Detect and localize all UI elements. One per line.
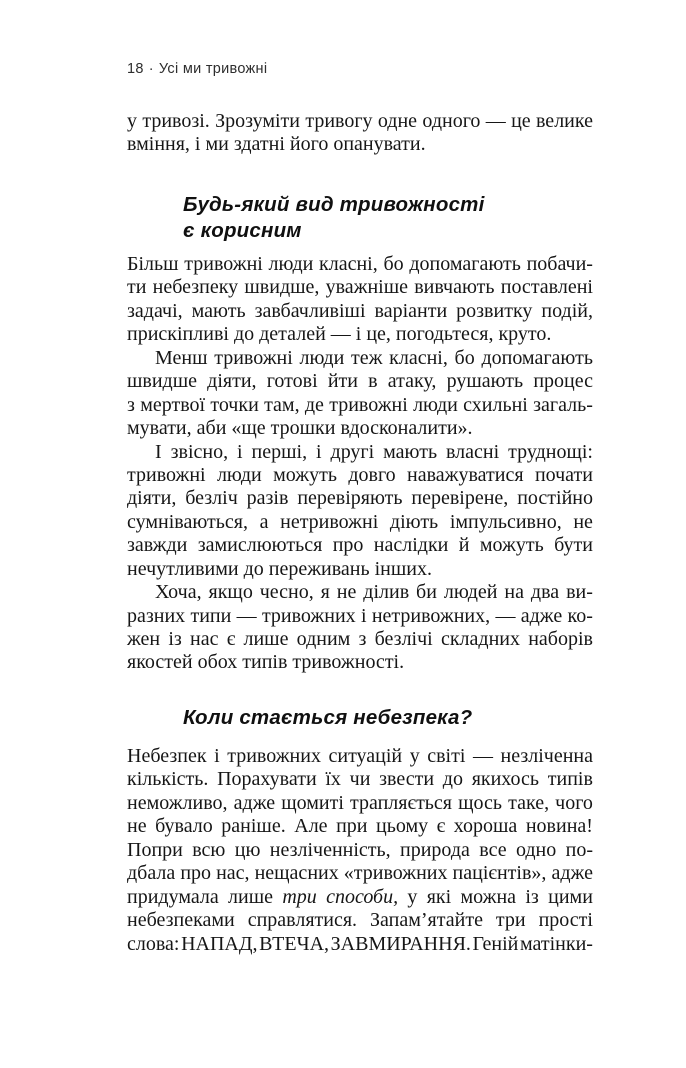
word: нетривожних,	[371, 604, 491, 627]
word: є	[226, 628, 236, 650]
word: типи	[190, 604, 232, 627]
text-line	[127, 253, 593, 276]
word: трапляється	[350, 791, 453, 814]
word: «тривожних	[343, 862, 448, 885]
text-line	[127, 909, 593, 932]
word: це	[511, 110, 531, 132]
word: цими	[548, 885, 593, 908]
word: тривожні	[184, 253, 263, 275]
text-block-1	[127, 253, 593, 675]
text-line	[127, 441, 593, 464]
word: незліченна	[500, 745, 593, 767]
word: разів	[246, 487, 289, 510]
word: —	[495, 604, 516, 627]
word: у	[407, 885, 418, 908]
word: і	[316, 440, 322, 463]
word: —	[472, 745, 493, 767]
word: точки	[210, 393, 259, 416]
word: людей	[443, 581, 498, 604]
word: ви-	[566, 581, 593, 604]
word: адже	[520, 604, 563, 627]
word: ти	[127, 276, 147, 299]
word: на	[504, 581, 525, 604]
word: подій,	[541, 299, 593, 322]
word: нещасних	[254, 862, 339, 885]
word: тривогу	[305, 110, 373, 132]
word: постійно	[517, 487, 593, 510]
word: у	[127, 110, 137, 132]
word: цьому	[376, 815, 429, 838]
text-segment: якостей обох типів тривожності.	[127, 651, 405, 674]
text-line	[127, 417, 593, 440]
word: ділив	[363, 581, 410, 604]
word: новина!	[525, 815, 593, 838]
text-line	[127, 651, 593, 674]
word: й	[458, 534, 470, 557]
word: не	[127, 815, 147, 838]
text-line	[127, 394, 593, 417]
word: щось	[458, 791, 503, 814]
word: з	[358, 628, 367, 650]
word: тривозі.	[142, 110, 210, 132]
word: і	[237, 440, 243, 463]
word: із	[525, 885, 539, 908]
word: теж	[350, 346, 383, 369]
text-line	[127, 370, 593, 393]
word: три	[282, 885, 317, 908]
word: тривожних	[227, 745, 321, 767]
section-heading-2	[183, 705, 472, 731]
word: допомагають	[481, 346, 593, 369]
word: люди	[216, 463, 262, 486]
word: якщо	[208, 581, 253, 604]
word: дбала	[127, 862, 176, 885]
word: рушають	[446, 370, 524, 393]
word: про	[180, 862, 212, 885]
word: я	[320, 581, 330, 604]
word: а	[259, 510, 269, 533]
text-line	[127, 933, 593, 956]
word: небезпеку	[152, 276, 239, 299]
book-title: Усі ми тривожні	[158, 61, 268, 77]
word: почати	[534, 463, 593, 486]
word: разних	[127, 604, 186, 627]
word: три	[495, 909, 526, 932]
text-line	[127, 323, 593, 346]
word: раніше.	[221, 815, 286, 838]
word: все	[479, 838, 507, 861]
text-line	[127, 886, 593, 909]
word: варіанти	[374, 299, 448, 322]
word: чи	[349, 768, 371, 791]
word: швидше,	[244, 276, 320, 299]
word: бо	[454, 346, 475, 369]
word: тривожні	[329, 393, 408, 416]
word: люди	[413, 393, 458, 416]
word: можна	[460, 885, 517, 908]
section-heading-1	[183, 192, 485, 244]
word: їх	[325, 768, 341, 791]
word: слова:	[127, 932, 180, 955]
word: незліченність,	[269, 838, 391, 861]
word: атаку,	[387, 370, 437, 393]
word: тривожні	[214, 346, 293, 369]
text-segment: прискіпливі до деталей — і це, погодьтеся, круто.	[127, 323, 552, 346]
word: з	[127, 393, 135, 416]
text-line	[127, 464, 593, 487]
word: природа	[400, 838, 470, 861]
word: типів	[547, 768, 593, 791]
word: небезпеками	[127, 909, 235, 932]
word: Менш	[155, 346, 208, 369]
page-number: 18	[127, 61, 144, 77]
word: матінки-	[519, 932, 593, 955]
text-line	[127, 628, 593, 651]
word: другі	[330, 440, 375, 463]
heading-line: Коли стається небезпека?	[183, 706, 473, 729]
word: сумніваються,	[127, 510, 248, 533]
word: перші,	[251, 440, 308, 463]
word: безліч	[185, 487, 238, 510]
word: звісно,	[170, 440, 229, 463]
word: І	[155, 440, 162, 463]
word: поставлені	[500, 276, 593, 299]
word: наважуватися	[407, 463, 524, 486]
word: де	[304, 393, 324, 416]
word: можуть	[273, 463, 337, 486]
word: —	[485, 110, 506, 132]
word: ЗАВМИРАННЯ.	[330, 932, 471, 955]
text-line	[127, 605, 593, 628]
text-line	[127, 581, 593, 604]
word: допомагають	[409, 253, 521, 275]
word: побачи-	[526, 253, 593, 275]
word: класні,	[319, 253, 378, 275]
heading-line: є корисним	[183, 219, 302, 242]
word: Більш	[127, 253, 179, 275]
word: адже	[551, 862, 593, 885]
word: неможливо,	[127, 791, 228, 814]
text-line	[127, 839, 593, 862]
word: світі	[427, 745, 466, 767]
text-line	[127, 347, 593, 370]
word: класні,	[389, 346, 448, 369]
word: розвитку	[456, 299, 533, 322]
word: схильні	[463, 393, 528, 416]
word: імпульсивно,	[449, 510, 562, 533]
word: щомиті	[281, 791, 344, 814]
word: довго	[348, 463, 396, 486]
word: перевірене,	[411, 487, 509, 510]
word: безлічі	[374, 628, 433, 650]
word: і	[214, 745, 220, 767]
word: справлятися.	[247, 909, 358, 932]
word: мають	[191, 299, 246, 322]
word: труднощі:	[508, 440, 593, 463]
word: чого	[555, 791, 593, 814]
word: способи,	[326, 885, 399, 908]
text-line	[127, 745, 593, 768]
word: хороша	[453, 815, 518, 838]
running-head	[127, 60, 267, 79]
word: пацієнтів»,	[452, 862, 547, 885]
word: уважніше	[325, 276, 409, 299]
word: всю	[192, 838, 226, 861]
word: вивчають	[414, 276, 495, 299]
word: у	[409, 745, 420, 767]
word: наборів	[528, 628, 593, 650]
word: можуть	[479, 534, 544, 557]
word: і	[360, 604, 367, 627]
text-segment: вміння, і ми здатні його опанувати.	[127, 133, 426, 156]
word: про	[332, 534, 364, 557]
word: діють	[389, 510, 439, 533]
word: таке,	[508, 791, 550, 814]
word: велике	[535, 110, 593, 132]
text-line	[127, 110, 593, 133]
word: ситуацій	[328, 745, 403, 767]
word: одне	[377, 110, 418, 132]
word: нас,	[216, 862, 250, 885]
text-line	[127, 558, 593, 581]
word: діяти,	[127, 487, 177, 510]
word: задачі,	[127, 299, 183, 322]
text-line	[127, 300, 593, 323]
word: діяти,	[207, 370, 257, 393]
text-line	[127, 862, 593, 885]
word: є	[436, 815, 446, 838]
word: власні	[446, 440, 500, 463]
word: звести	[379, 768, 435, 791]
word: нетривожні	[280, 510, 379, 533]
text-line	[127, 768, 593, 791]
word: не	[336, 581, 357, 604]
word: складних	[440, 628, 520, 650]
word: загаль-	[533, 393, 593, 416]
heading-line: Будь-який вид тривожності	[183, 193, 485, 216]
running-head-separator: ·	[148, 61, 154, 77]
word: два	[530, 581, 560, 604]
text-line	[127, 133, 593, 156]
text-line	[127, 487, 593, 510]
word: люди	[268, 253, 314, 275]
word: мають	[383, 440, 438, 463]
word: цю	[234, 838, 261, 861]
word: по-	[565, 838, 593, 861]
word: Небезпек	[127, 745, 207, 767]
word: в	[368, 370, 378, 393]
text-line	[127, 276, 593, 299]
word: не	[573, 510, 593, 533]
word: лише	[228, 885, 274, 908]
word: Порахувати	[217, 768, 317, 791]
word: придумала	[127, 885, 219, 908]
text-line	[127, 511, 593, 534]
word: там,	[264, 393, 300, 416]
word: жен	[127, 628, 161, 650]
word: Попри	[127, 838, 183, 861]
word: прості	[538, 909, 593, 932]
word: бувало	[155, 815, 213, 838]
word: ВТЕЧА,	[259, 932, 330, 955]
word: Хоча,	[155, 581, 202, 604]
word: завбачливіші	[254, 299, 366, 322]
word: одного	[422, 110, 481, 132]
word: Але	[294, 815, 328, 838]
word: перевіряють	[297, 487, 403, 510]
word: готові	[266, 370, 318, 393]
word: йти	[327, 370, 358, 393]
word: Зрозуміти	[215, 110, 301, 132]
word: при	[336, 815, 368, 838]
word: ко-	[567, 604, 593, 627]
word: які	[426, 885, 452, 908]
word: якихось	[471, 768, 540, 791]
word: одним	[296, 628, 351, 650]
word: тривожні	[127, 463, 206, 486]
word: кількість.	[127, 768, 209, 791]
word: би	[416, 581, 437, 604]
word: —	[236, 604, 257, 627]
word: Геній	[472, 932, 519, 955]
word: Запам’ятайте	[370, 909, 483, 932]
text-line	[127, 792, 593, 815]
text-line	[127, 534, 593, 557]
text-line	[127, 815, 593, 838]
word: швидше	[127, 370, 197, 393]
word: завжди	[127, 534, 188, 557]
word: із	[168, 628, 182, 650]
word: люди	[299, 346, 345, 369]
word: бути	[554, 534, 593, 557]
word: процес	[533, 370, 593, 393]
text-segment: мувати, аби «ще трошки вдосконалити».	[127, 417, 473, 440]
word: адже	[233, 791, 276, 814]
word: бо	[383, 253, 404, 275]
word: одно	[515, 838, 557, 861]
word: мертвої	[140, 393, 206, 416]
text-block-2	[127, 745, 593, 956]
intro-paragraph	[127, 110, 593, 157]
word: нас	[190, 628, 219, 650]
text-segment: нечутливими до переживань інших.	[127, 557, 432, 580]
word: НАПАД,	[181, 932, 258, 955]
word: наслідки	[373, 534, 449, 557]
word: тривожних	[261, 604, 356, 627]
word: замислюються	[197, 534, 323, 557]
word: до	[442, 768, 463, 791]
word: чесно,	[259, 581, 314, 604]
word: лише	[243, 628, 289, 650]
